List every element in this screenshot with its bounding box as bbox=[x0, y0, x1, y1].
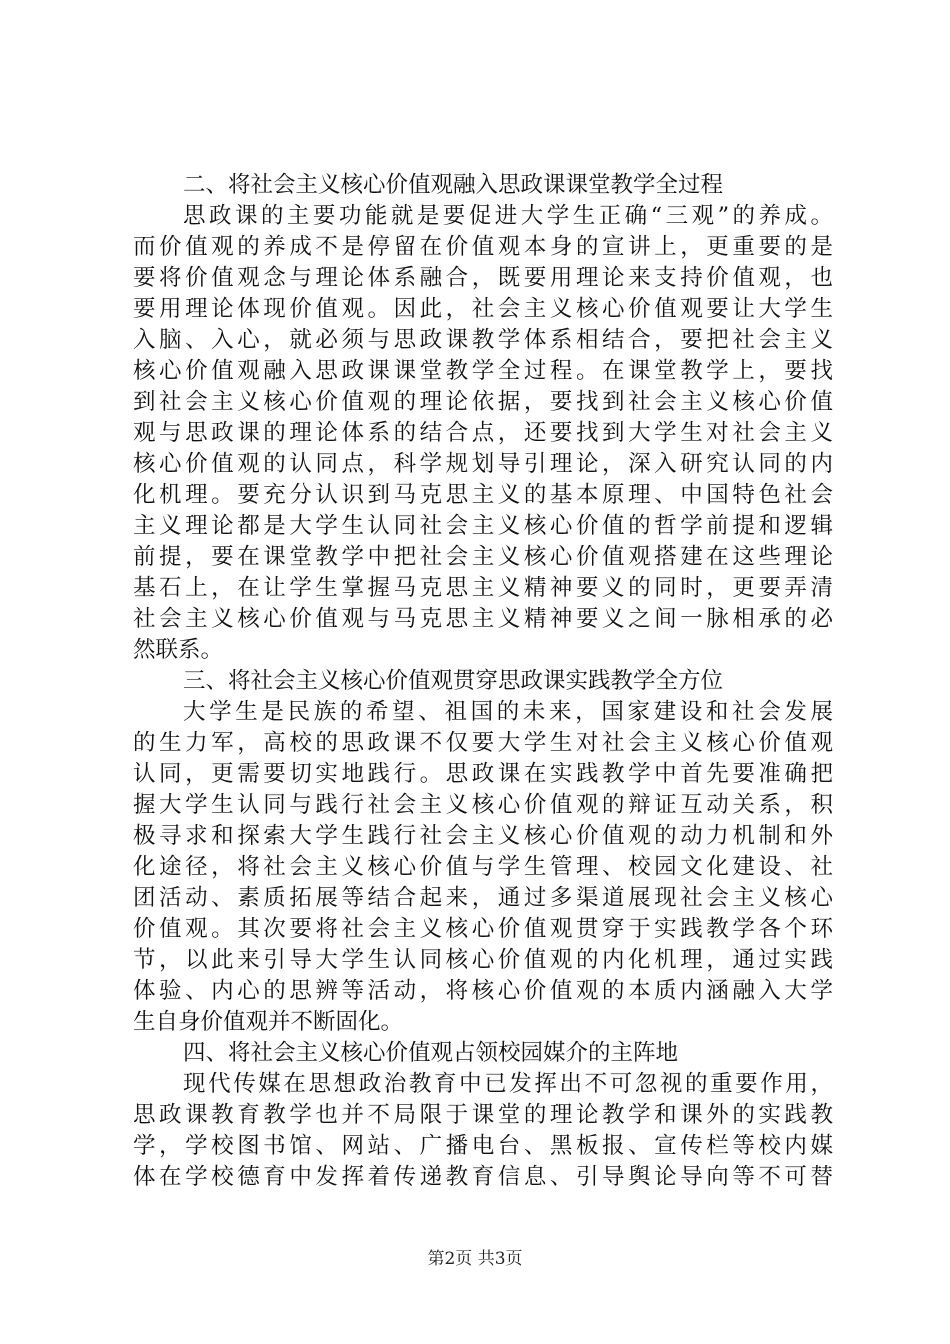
section-heading bbox=[133, 666, 833, 697]
paragraph-line: 基石上，在让学生掌握马克思主义精神要义的同时，更要弄清 bbox=[133, 575, 833, 601]
paragraph-line: 价值观。其次要将社会主义核心价值观贯穿于实践教学各个环 bbox=[133, 916, 833, 942]
paragraph-last-line: 然联系。 bbox=[133, 637, 224, 663]
paragraph-line: 主义理论都是大学生认同社会主义核心价值的哲学前提和逻辑 bbox=[133, 513, 833, 539]
section-heading-text: 二、将社会主义核心价值观融入思政课课堂教学全过程 bbox=[183, 172, 724, 198]
paragraph-first-line: 思政课的主要功能就是要促进大学生正确“三观”的养成。 bbox=[183, 203, 833, 229]
section-heading bbox=[133, 1038, 833, 1069]
paragraph-line: 认同，更需要切实地践行。思政课在实践教学中首先要准确把 bbox=[133, 761, 833, 787]
paragraph-line: 化机理。要充分认识到马克思主义的基本原理、中国特色社会 bbox=[133, 482, 833, 508]
paragraph-first-line: 现代传媒在思想政治教育中已发挥出不可忽视的重要作用， bbox=[183, 1071, 833, 1097]
paragraph-line: 化途径，将社会主义核心价值与学生管理、校园文化建设、社 bbox=[133, 854, 833, 880]
paragraph-line: 前提，要在课堂教学中把社会主义核心价值观搭建在这些理论 bbox=[133, 544, 833, 570]
page-number-footer: 第2页 共3页 bbox=[427, 1249, 523, 1269]
paragraph-line: 体验、内心的思辨等活动，将核心价值观的本质内涵融入大学 bbox=[133, 978, 833, 1004]
paragraph-line: 社会主义核心价值观与马克思主义精神要义之间一脉相承的必 bbox=[133, 606, 833, 632]
paragraph-line: 极寻求和探索大学生践行社会主义核心价值观的动力机制和外 bbox=[133, 823, 833, 849]
paragraph-line: 到社会主义核心价值观的理论依据，要找到社会主义核心价值 bbox=[133, 389, 833, 415]
section-heading-text: 四、将社会主义核心价值观占领校园媒介的主阵地 bbox=[183, 1040, 679, 1066]
paragraph-line: 核心价值观融入思政课课堂教学全过程。在课堂教学上，要找 bbox=[133, 358, 833, 384]
paragraph-line: 握大学生认同与践行社会主义核心价值观的辩证互动关系，积 bbox=[133, 792, 833, 818]
paragraph-line: 而价值观的养成不是停留在价值观本身的宣讲上，更重要的是 bbox=[133, 234, 833, 260]
paragraph-line: 观与思政课的理论体系的结合点，还要找到大学生对社会主义 bbox=[133, 420, 833, 446]
paragraph-line: 入脑、入心，就必须与思政课教学体系相结合，要把社会主义 bbox=[133, 327, 833, 353]
paragraph-line: 思政课教育教学也并不局限于课堂的理论教学和课外的实践教 bbox=[133, 1102, 833, 1128]
paragraph-line: 的生力军，高校的思政课不仅要大学生对社会主义核心价值观 bbox=[133, 730, 833, 756]
paragraph-last-line: 生自身价值观并不断固化。 bbox=[133, 1009, 404, 1035]
paragraph-line: 节，以此来引导大学生认同核心价值观的内化机理，通过实践 bbox=[133, 947, 833, 973]
section-heading bbox=[133, 170, 833, 201]
paragraph-line: 要用理论体现价值观。因此，社会主义核心价值观要让大学生 bbox=[133, 296, 833, 322]
section-heading-text: 三、将社会主义核心价值观贯穿思政课实践教学全方位 bbox=[183, 668, 724, 694]
paragraph-line: 团活动、素质拓展等结合起来，通过多渠道展现社会主义核心 bbox=[133, 885, 833, 911]
paragraph-line: 核心价值观的认同点，科学规划导引理论，深入研究认同的内 bbox=[133, 451, 833, 477]
paragraph-first-line: 大学生是民族的希望、祖国的未来，国家建设和社会发展 bbox=[183, 699, 833, 725]
paragraph-line: 体在学校德育中发挥着传递教育信息、引导舆论导向等不可替 bbox=[133, 1164, 833, 1190]
paragraph-line: 学，学校图书馆、网站、广播电台、黑板报、宣传栏等校内媒 bbox=[133, 1133, 833, 1159]
document-body bbox=[133, 170, 833, 1193]
paragraph-line: 要将价值观念与理论体系融合，既要用理论来支持价值观，也 bbox=[133, 265, 833, 291]
